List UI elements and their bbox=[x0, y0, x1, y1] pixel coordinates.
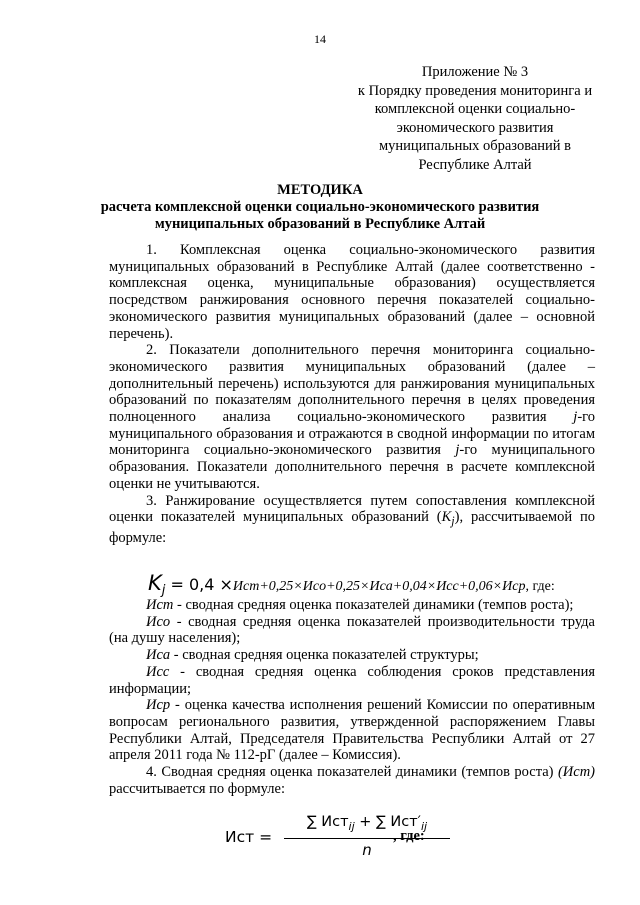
fraction-line bbox=[284, 838, 450, 839]
formula-terms: Иcт+0,25×Иcо+0,25×Иcа+0,04×Иcс+0,06×Иcр bbox=[232, 579, 526, 594]
formula-lhs-sub: j bbox=[161, 582, 166, 598]
term: Иcа bbox=[146, 647, 171, 664]
paragraph-3 bbox=[109, 493, 595, 547]
paragraph-3-text: 3. Ранжирование осуществляется путем сопоставления комплексной оценки показателей муниципальных образований ( bbox=[109, 492, 595, 526]
num-part: + ∑ Иcт′ bbox=[354, 814, 421, 830]
symbol-k: K bbox=[441, 509, 452, 526]
num-part: ∑ Иcт bbox=[306, 814, 349, 830]
definition-text: - оценка качества исполнения решений Комиссии по оперативным вопросам регионального развития, утвержденной распоряжением Главы Республики Алтай, Председателя Правительства Республики Алтай от 27 апреля 2011 года № 112-рГ (далее – Комиссия). bbox=[109, 697, 595, 764]
formula-eq: = 0,4 × bbox=[165, 575, 233, 594]
paragraph-2-text: -го муниципального образования и отражаются в сводной информации по итогам мониторинга социально-экономического развития bbox=[109, 409, 595, 459]
paragraph-2-text: 2. Показатели дополнительного перечня мониторинга социально-экономического развития муниципальных образований (далее – дополнительный перечень) используются для ранжирования муниципальных образований по показателям дополнительного перечня в целях проведения полноценного анализа социально-экономического развития bbox=[109, 342, 595, 426]
definition-text: - сводная средняя оценка показателей производительности труда (на душу населения); bbox=[109, 613, 595, 647]
paragraph-1: 1. Комплексная оценка социально-экономического развития муниципальных образований в Республике Алтай (далее соответственно - комплексная оценка, муниципальные образования) осуществляется посредством ранжирования основного перечня показателей социально-экономического развития муниципальных образований (далее – основной перечень). bbox=[109, 242, 595, 342]
definitions bbox=[109, 597, 595, 797]
formula-dynamics bbox=[225, 808, 455, 864]
num-sub: ij bbox=[348, 819, 355, 833]
page-number: 14 bbox=[314, 32, 326, 46]
formula-lhs: K bbox=[148, 571, 162, 595]
paragraph-2 bbox=[109, 342, 595, 492]
definition-iss bbox=[109, 664, 595, 697]
paragraph-4-text: 4. Сводная средняя оценка показателей динамики (темпов роста) bbox=[146, 764, 558, 781]
term: (Иcт) bbox=[557, 764, 595, 781]
formula-tail: , где: bbox=[525, 579, 555, 594]
paragraph-4-text: рассчитывается по формуле: bbox=[109, 780, 285, 797]
paragraph-2-text: -го муниципального образования. Показатели дополнительного перечня в расчете комплексной оценки не учитываются. bbox=[109, 442, 595, 492]
formula2-numerator bbox=[282, 814, 452, 833]
index-j: j bbox=[573, 409, 578, 426]
appendix-line: муниципальных образований в bbox=[378, 138, 572, 154]
term: Иcт bbox=[146, 597, 174, 613]
title-subtitle-line-1: расчета комплексной оценки социально-экономического развития bbox=[100, 199, 540, 215]
title-heading: МЕТОДИКА bbox=[277, 182, 363, 198]
appendix-line: Приложение № 3 bbox=[421, 64, 529, 80]
formula2-lhs: Иcт = bbox=[225, 828, 273, 846]
num-sub: ij bbox=[420, 819, 428, 833]
definition-ist bbox=[109, 597, 595, 614]
paragraph-4 bbox=[109, 764, 595, 797]
body-text bbox=[109, 242, 595, 547]
index-j: j bbox=[455, 442, 460, 459]
term: Иcо bbox=[146, 613, 171, 630]
document-title bbox=[90, 182, 550, 233]
term: Иcр bbox=[146, 697, 171, 714]
appendix-line: к Порядку проведения мониторинга и bbox=[357, 82, 593, 99]
formula2-tail: , где: bbox=[393, 828, 425, 844]
definition-isr bbox=[109, 697, 595, 764]
term: Иcс bbox=[146, 663, 170, 680]
definition-text: - сводная средняя оценка соблюдения сроков представления информации; bbox=[109, 663, 595, 697]
definition-iso bbox=[109, 614, 595, 647]
appendix-block bbox=[340, 63, 610, 174]
definition-text: - сводная средняя оценка показателей структуры; bbox=[170, 647, 479, 664]
symbol-k-sub: j bbox=[451, 514, 455, 529]
title-subtitle-line-2: муниципальных образований в Республике Алтай bbox=[154, 216, 486, 232]
formula2-denominator: n bbox=[362, 841, 372, 859]
definition-text: - сводная средняя оценка показателей динамики (темпов роста); bbox=[173, 597, 574, 613]
appendix-line: комплексной оценки социально- bbox=[374, 101, 576, 117]
appendix-line: экономического развития bbox=[396, 119, 554, 136]
appendix-line: Республике Алтай bbox=[418, 156, 532, 173]
paragraph-3-text: ), рассчитываемой по формуле: bbox=[109, 509, 595, 546]
definition-isa bbox=[109, 647, 595, 664]
